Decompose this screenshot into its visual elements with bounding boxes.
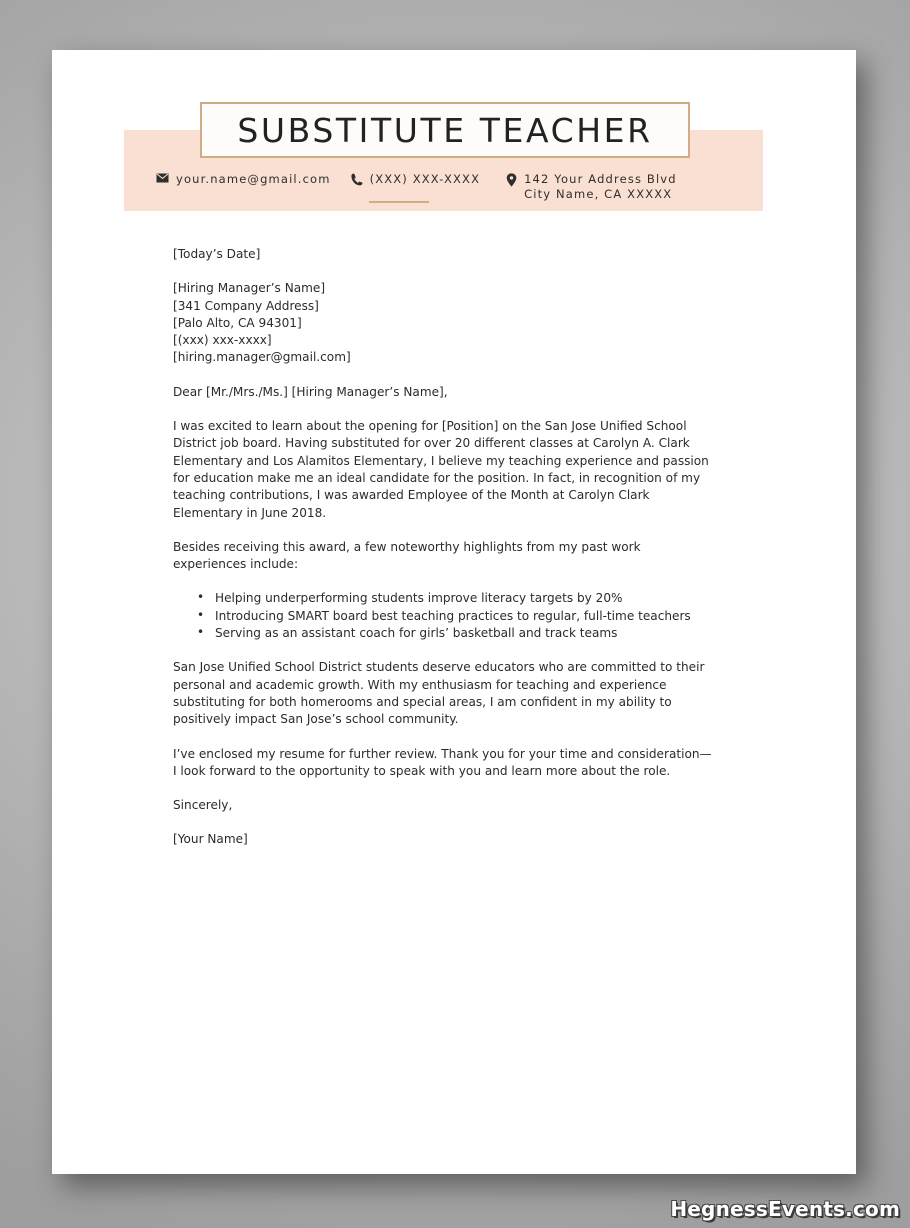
letter-date: [Today’s Date]: [173, 247, 261, 261]
letter-paragraph-1: I was excited to learn about the opening for [Position] on the San Jose Unified School District job board. Having substituted for over 20 different classes at Carolyn A. Clark Elementary and Los Alamitos Elementary, I believe my teaching experience and passion for education make me an ideal candidate for the position. In fact, in recognition of my teaching contributions, I was awarded Employee of the Month at Carolyn Clark Elementary in June 2018.: [173, 419, 709, 520]
recipient-email: [hiring.manager@gmail.com]: [173, 350, 351, 365]
list-item: • Helping underperforming students improve literacy targets by 20%: [215, 590, 713, 607]
contact-phone-text: (XXX) XXX-XXXX: [369, 172, 481, 186]
recipient-block: [173, 280, 713, 366]
job-title-box: [200, 102, 690, 158]
contact-email[interactable]: [156, 172, 331, 187]
list-item: • Serving as an assistant coach for girls’ basketball and track teams: [215, 625, 713, 642]
phone-accent-rule: [369, 201, 429, 203]
letter-signature: [Your Name]: [173, 832, 248, 847]
contact-email-text: your.name@gmail.com: [176, 172, 331, 186]
letter-closing: Sincerely,: [173, 798, 233, 813]
highlights-list: [173, 590, 713, 642]
letter-paragraph-3: San Jose Unified School District students deserve educators who are committed to their personal and academic growth. With my enthusiasm for teaching and experience substituting for both homerooms and special areas, I am confident in my ability to positively impact San Jose’s school community.: [173, 660, 705, 727]
letter-paragraph-4: I’ve enclosed my resume for further review. Thank you for your time and consideration—I look forward to the opportunity to speak with you and learn more about the role.: [173, 746, 712, 778]
contact-info-row: [124, 168, 763, 212]
contact-address-line2: City Name, CA XXXXX: [524, 187, 673, 201]
phone-icon: [351, 172, 363, 186]
contact-phone[interactable]: [351, 172, 481, 187]
document-page: [52, 50, 856, 1174]
recipient-name: [Hiring Manager’s Name]: [173, 281, 326, 296]
envelope-icon: [156, 172, 169, 183]
recipient-city-state-zip: [Palo Alto, CA 94301]: [173, 315, 302, 330]
recipient-phone: [(xxx) xxx-xxxx]: [173, 333, 272, 348]
map-pin-icon: [506, 172, 517, 187]
site-watermark: HegnessEvents.com: [670, 1197, 900, 1221]
contact-address-line1: 142 Your Address Blvd: [524, 172, 677, 186]
contact-address-lines: [524, 172, 677, 202]
page-title: SUBSTITUTE TEACHER: [237, 110, 653, 150]
list-item: • Introducing SMART board best teaching practices to regular, full-time teachers: [215, 608, 713, 625]
letterhead-header: [52, 50, 856, 228]
letter-body: [173, 246, 713, 866]
letter-paragraph-2: Besides receiving this award, a few noteworthy highlights from my past work experiences include:: [173, 539, 641, 572]
recipient-address: [341 Company Address]: [173, 298, 319, 313]
letter-salutation: Dear [Mr./Mrs./Ms.] [Hiring Manager’s Name],: [173, 384, 448, 399]
contact-address: [506, 172, 677, 202]
